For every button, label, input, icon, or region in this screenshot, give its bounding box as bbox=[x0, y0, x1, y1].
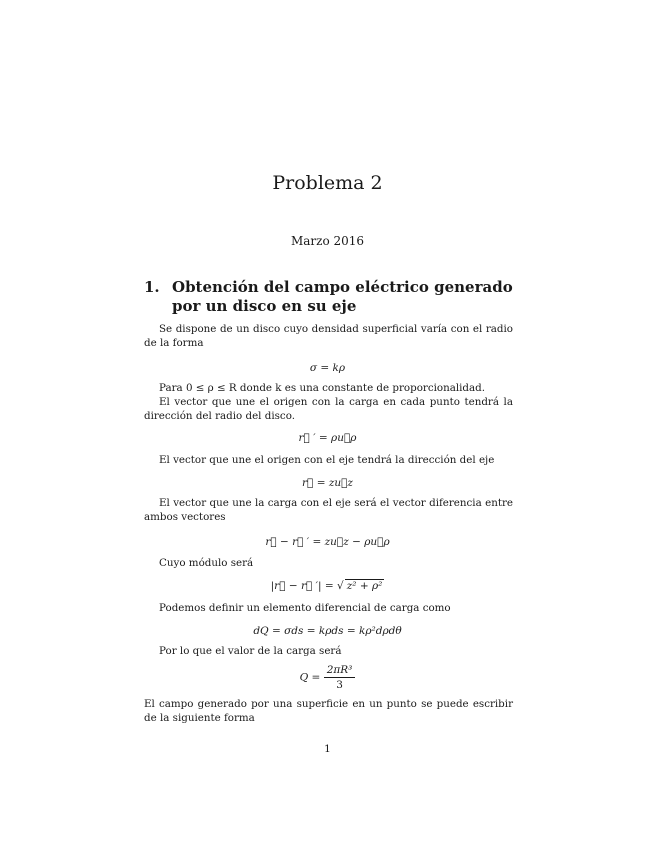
paragraph-density: Se dispone de un disco cuyo densidad superficial varía con el radio de la forma bbox=[144, 323, 513, 349]
equation-modulus bbox=[0, 579, 655, 592]
modulus-lhs: |r⃗ − r⃗ ′| = bbox=[270, 580, 338, 592]
section-title: Obtención del campo eléctrico generado por un disco en su eje bbox=[172, 278, 513, 315]
fraction-numerator: 2πR³ bbox=[324, 664, 356, 678]
sqrt-sign: √ bbox=[337, 580, 344, 592]
equation-dq: dQ = σds = kρds = kρ²dρdθ bbox=[253, 625, 402, 637]
equation-difference: r⃗ − r⃗ ′ = zu⃗z − ρu⃗ρ bbox=[265, 536, 390, 548]
paragraph-modulus: Cuyo módulo será bbox=[159, 557, 254, 569]
paragraph-total-charge: Por lo que el valor de la carga será bbox=[159, 645, 342, 657]
paragraph-field: El campo generado por una superficie en un punto se puede escribir de la siguiente forma bbox=[144, 698, 513, 724]
fraction-denominator: 3 bbox=[336, 679, 343, 691]
section-number: 1. bbox=[144, 278, 160, 296]
page-number: 1 bbox=[324, 743, 331, 755]
paragraph-axis-vector: El vector que une el origen con el eje tendrá la dirección del eje bbox=[159, 454, 495, 466]
paragraph-difference-vector: El vector que une la carga con el eje será el vector diferencia entre ambos vectores bbox=[144, 497, 513, 523]
page-title: Problema 2 bbox=[272, 172, 383, 194]
charge-lhs: Q = bbox=[299, 671, 321, 684]
paragraph-range: Para 0 ≤ ρ ≤ R donde k es una constante de proporcionalidad. bbox=[159, 382, 486, 394]
paragraph-radius-vector: El vector que une el origen con la carga en cada punto tendrá la dirección del radio del disco. bbox=[144, 396, 513, 422]
paragraph-charge-element: Podemos definir un elemento diferencial de carga como bbox=[159, 602, 451, 614]
equation-r-prime: r⃗ ′ = ρu⃗ρ bbox=[298, 432, 357, 444]
document-date: Marzo 2016 bbox=[290, 234, 365, 248]
equation-density: σ = kρ bbox=[309, 362, 346, 374]
equation-r: r⃗ = zu⃗z bbox=[302, 477, 353, 489]
equation-total-charge bbox=[0, 664, 655, 691]
sqrt-radicand: z² + ρ² bbox=[346, 580, 383, 592]
charge-fraction bbox=[324, 664, 356, 691]
